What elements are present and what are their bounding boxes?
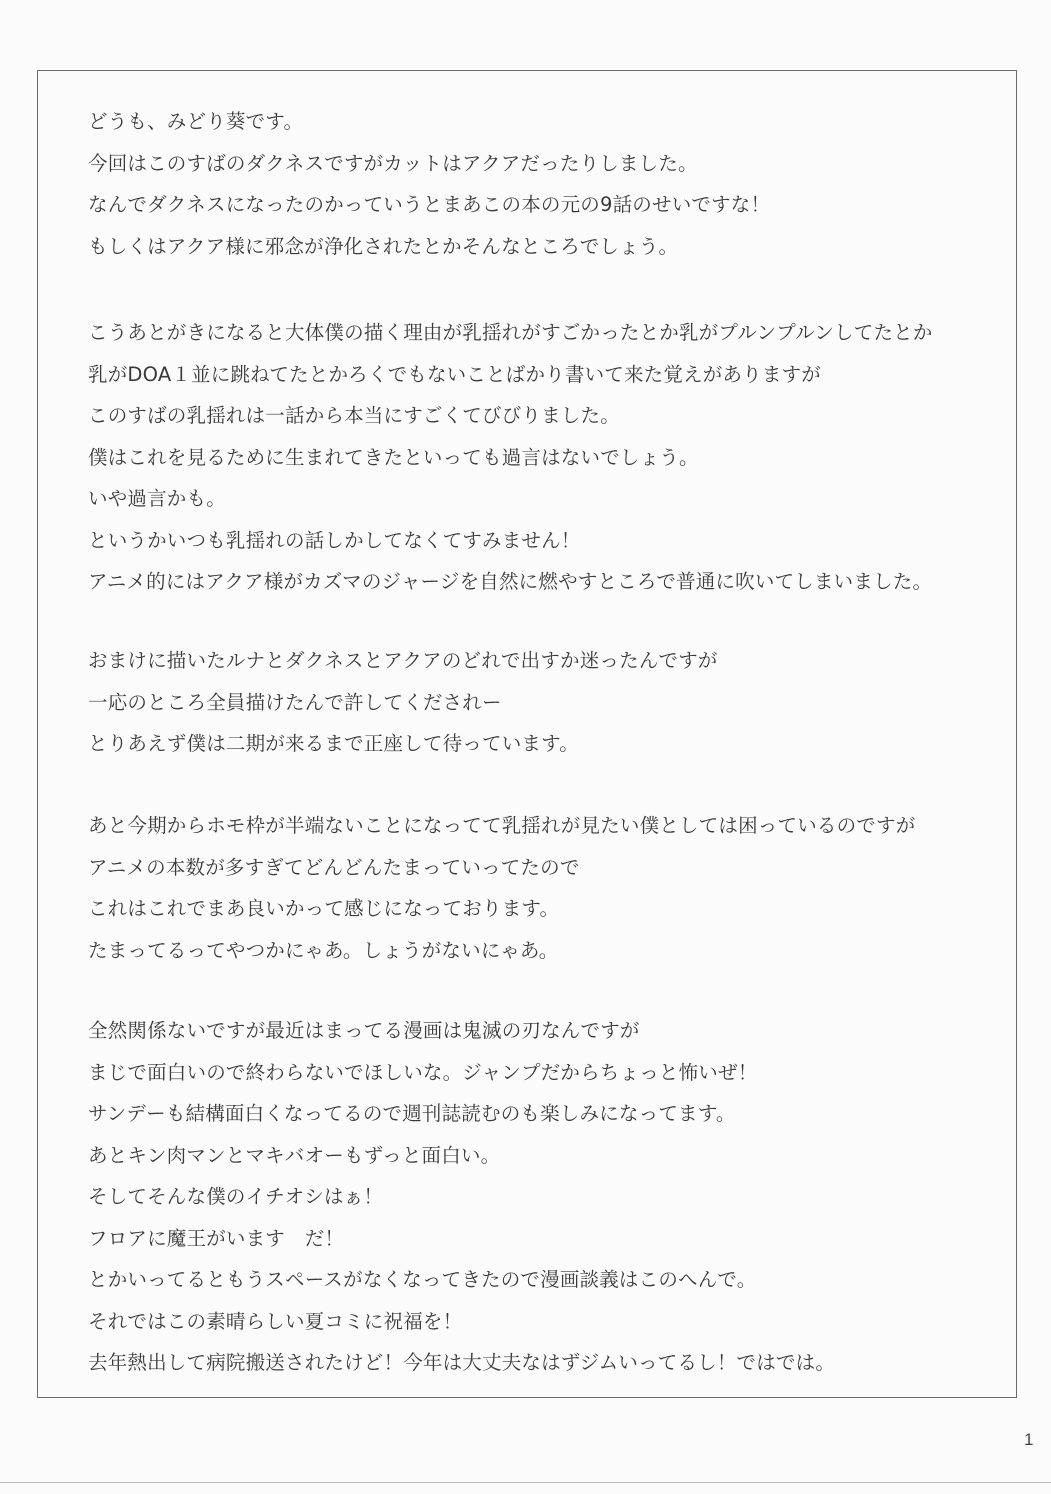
text-line: これはこれでまあ良いかって感じになっております。 [88, 897, 560, 920]
text-line: 去年熱出して病院搬送されたけど！今年は大丈夫なはずジムいってるし！ではでは。 [88, 1351, 836, 1374]
page-number: 1 [1024, 1430, 1034, 1449]
text-line: たまってるってやつかにゃあ。しょうがないにゃあ。 [88, 938, 559, 962]
text-line: おまけに描いたルナとダクネスとアクアのどれで出すか迷ったんですが [88, 649, 718, 672]
text-line: 全然関係ないですが最近はまってる漫画は鬼滅の刃なんですが [88, 1019, 640, 1042]
paragraph-second [88, 312, 933, 603]
text-line: 僕はこれを見るために生まれてきたといっても過言はないでしょう。 [88, 445, 699, 469]
page-edge-divider [0, 1482, 1051, 1483]
text-line: 一応のところ全員描けたんで許してくだされー [88, 690, 502, 714]
text-line: 乳がDOA１並に跳ねてたとかろくでもないことばかり書いて来た覚えがありますが [88, 362, 821, 386]
text-line: なんでダクネスになったのかっていうとまあこの本の元の9話のせいですな！ [88, 193, 771, 216]
text-line: とかいってるともうスペースがなくなってきたので漫画談義はこのへんで。 [88, 1268, 757, 1291]
text-line: とりあえず僕は二期が来るまで正座して待っています。 [88, 732, 579, 755]
text-line: このすばの乳揺れは一話から本当にすごくてびびりました。 [88, 404, 620, 427]
text-line: いや過言かも。 [88, 487, 226, 510]
text-line: サンデーも結構面白くなってるので週刊誌読むのも楽しみになってます。 [88, 1102, 736, 1125]
text-line: フロアに魔王がいます だ！ [88, 1226, 345, 1250]
text-line: もしくはアクア様に邪念が浄化されたとかそんなところでしょう。 [88, 234, 679, 258]
text-line: 今回はこのすばのダクネスですがカットはアクアだったりしました。 [88, 151, 698, 175]
text-line: そしてそんな僕のイチオシはぁ！ [88, 1185, 384, 1208]
text-line: あとキン肉マンとマキバオーもずっと面白い。 [88, 1143, 501, 1167]
text-line: アニメ的にはアクア様がカズマのジャージを自然に燃やすところで普通に吹いてしまいました。 [88, 570, 933, 593]
text-line: アニメの本数が多すぎてどんどんたまっていってたので [88, 855, 580, 879]
paragraph-greeting [88, 101, 770, 267]
paragraph-fifth [88, 1010, 835, 1384]
text-line: あと今期からホモ枠が半端ないことになってて乳揺れが見たい僕としては困っているのですが [88, 814, 916, 837]
text-line: まじで面白いので終わらないでほしいな。ジャンプだからちょっと怖いぜ！ [88, 1060, 758, 1084]
text-line: こうあとがきになると大体僕の描く理由が乳揺れがすごかったとか乳がプルンプルンしてたとか [88, 321, 933, 344]
text-line: どうも、みどり葵です。 [88, 110, 304, 133]
text-line: それではこの素晴らしい夏コミに祝福を！ [88, 1309, 463, 1333]
text-line: というかいつも乳揺れの話しかしてなくてすみません！ [88, 528, 581, 552]
paragraph-third [88, 640, 718, 765]
paragraph-fourth [88, 805, 915, 971]
